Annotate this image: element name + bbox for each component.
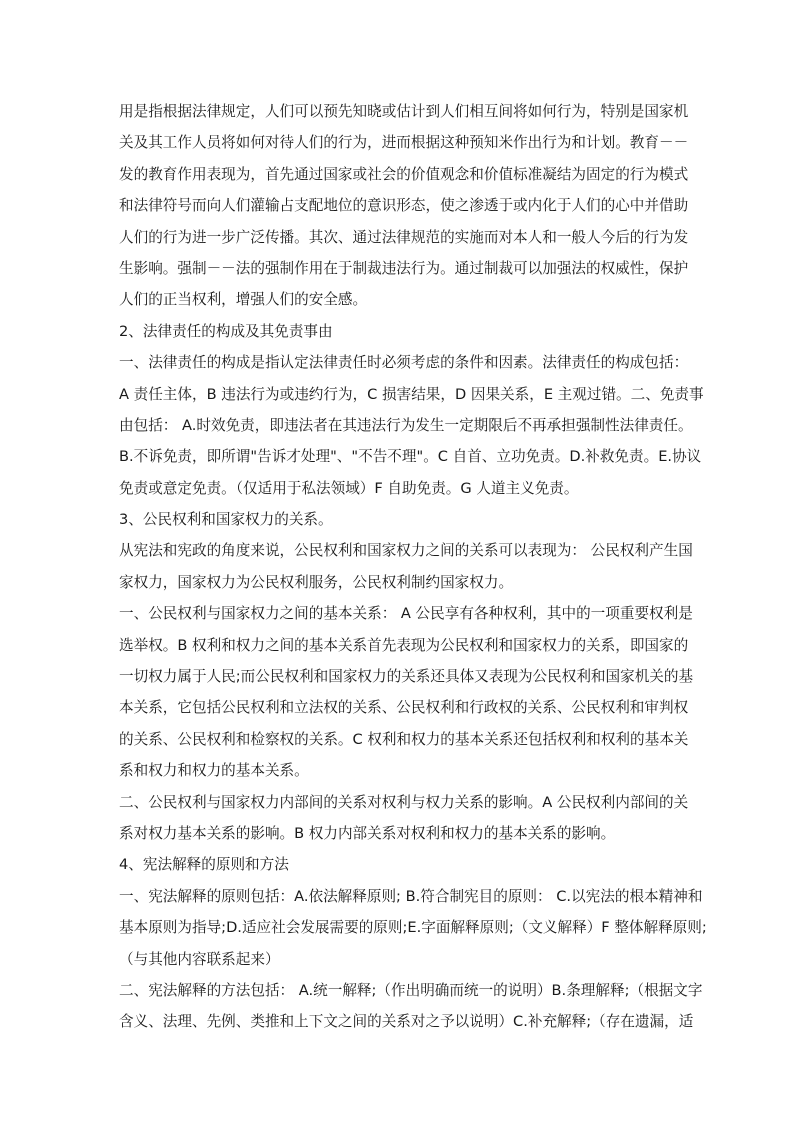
text-line: 2、法律责任的构成及其免责事由 <box>119 322 333 340</box>
text-line: 的关系、公民权利和检察权的关系。C 权利和权力的基本关系还包括权利和权利的基本关 <box>119 730 689 748</box>
text-line: 3、公民权利和国家权力的关系。 <box>119 511 333 529</box>
text-line: 生影响。强制－－法的强制作用在于制裁违法行为。通过制裁可以加强法的权威性，保护 <box>119 259 689 277</box>
paragraph <box>119 975 703 1038</box>
document-page <box>119 96 707 1038</box>
paragraph <box>119 96 689 316</box>
text-line: 从宪法和宪政的角度来说，公民权利和国家权力之间的关系可以表现为： 公民权利产生国 <box>119 542 693 560</box>
text-line: 由包括： A.时效免责，即违法者在其违法行为发生一定期限后不再承担强制性法律责任。 <box>119 416 693 434</box>
text-line: 本关系，它包括公民权利和立法权的关系、公民权利和行政权的关系、公民权利和审判权 <box>119 699 689 717</box>
text-line: 一、法律责任的构成是指认定法律责任时必须考虑的条件和因素。法律责任的构成包括： <box>119 354 689 372</box>
paragraph <box>119 504 675 535</box>
text-line: 关及其工作人员将如何对待人们的行为，进而根据这种预知米作出行为和计划。教育－－ <box>119 134 689 152</box>
text-line: 发的教育作用表现为，首先通过国家或社会的价值观念和价值标准凝结为固定的行为模式 <box>119 165 689 183</box>
paragraph <box>119 316 675 347</box>
text-line: 含义、法理、先例、类推和上下文之间的关系对之予以说明）C.补充解释;（存在遗漏，适 <box>119 1013 694 1031</box>
paragraph <box>119 347 704 504</box>
paragraph <box>119 849 675 880</box>
text-line: 一、公民权利与国家权力之间的基本关系： A 公民享有各种权利，其中的一项重要权利是 <box>119 605 693 623</box>
text-line: 4、宪法解释的原则和方法 <box>119 856 289 874</box>
text-line: 用是指根据法律规定，人们可以预先知晓或估计到人们相互间将如何行为，特别是国家机 <box>119 103 689 120</box>
text-line: 系和权力和权力的基本关系。 <box>119 762 309 780</box>
text-line: 人们的正当权利，增强人们的安全感。 <box>119 291 368 309</box>
text-line: 选举权。B 权利和权力之间的基本关系首先表现为公民权利和国家权力的关系，即国家的 <box>119 636 689 654</box>
text-line: 二、公民权利与国家权力内部间的关系对权利与权力关系的影响。A 公民权利内部间的关 <box>119 793 689 811</box>
text-line: 人们的行为进一步广泛传播。其次、通过法律规范的实施而对本人和一般人今后的行为发 <box>119 228 689 246</box>
paragraph <box>119 535 693 598</box>
text-line: 基本原则为指导;D.适应社会发展需要的原则;E.字面解释原则;（文义解释）F 整体解释原则; <box>119 919 707 937</box>
text-line: 免责或意定免责。（仅适用于私法领域）F 自助免责。G 人道主义免责。 <box>119 479 579 497</box>
text-line: 二、宪法解释的方法包括： A.统一解释;（作出明确而统一的说明）B.条理解释;（根据文字 <box>119 981 703 999</box>
paragraph <box>119 787 689 850</box>
text-line: 一、宪法解释的原则包括：A.依法解释原则; B.符合制宪目的原则： C.以宪法的根本精神和 <box>119 887 703 905</box>
paragraph <box>119 598 694 786</box>
text-line: B.不诉免责，即所谓"告诉才处理"、"不告不理"。C 自首、立功免责。D.补救免责。E.协议 <box>119 448 702 466</box>
text-line: 系对权力基本关系的影响。B 权力内部关系对权利和权力的基本关系的影响。 <box>119 824 616 842</box>
paragraph <box>119 881 707 975</box>
text-line: 家权力，国家权力为公民权利服务，公民权利制约国家权力。 <box>119 573 514 591</box>
text-line: 一切权力属于人民;而公民权利和国家权力的关系还具体又表现为公民权利和国家机关的基 <box>119 668 694 686</box>
text-line: A 责任主体，B 违法行为或违约行为，C 损害结果，D 因果关系，E 主观过错。二、免责事 <box>119 385 704 403</box>
text-line: 和法律符号而向人们灌输占支配地位的意识形态，使之渗透于或内化于人们的心中并借助 <box>119 197 689 215</box>
text-line: （与其他内容联系起来） <box>119 950 280 968</box>
